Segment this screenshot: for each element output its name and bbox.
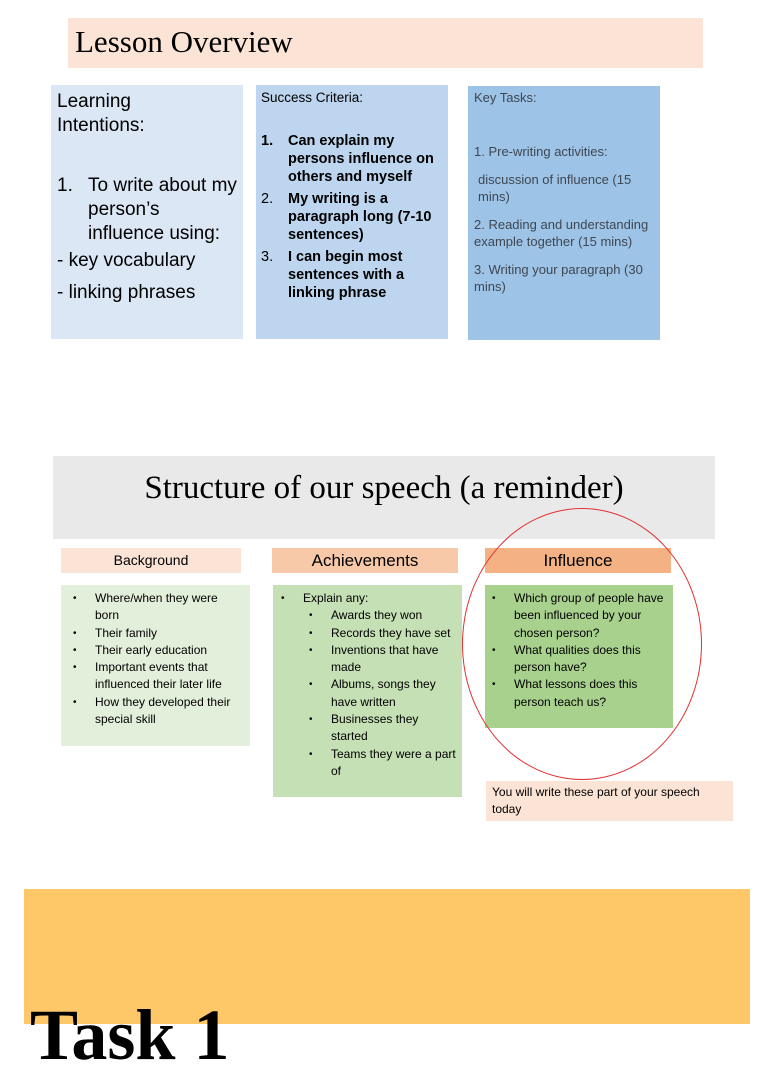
list-item: • Their early education	[95, 642, 244, 659]
structure-title: Structure of our speech (a reminder)	[144, 470, 624, 506]
list-item: • Businesses they started	[331, 711, 456, 746]
learning-item-number: 1.	[57, 175, 73, 196]
success-item: 2. My writing is a paragraph long (7-10 sentences)	[261, 191, 432, 243]
list-item: • Their family	[95, 625, 244, 642]
list-item: • Albums, songs they have written	[331, 676, 456, 711]
achievements-header: Achievements	[272, 548, 458, 573]
success-criteria-box	[256, 85, 448, 339]
task-title: Task 1	[30, 995, 230, 1075]
learning-item-text: To write about my person’s influence using:	[88, 175, 237, 244]
list-item: • How they developed their special skill	[95, 694, 244, 729]
success-criteria-heading: Success Criteria:	[261, 90, 364, 105]
list-item: • Important events that influenced their later life	[95, 659, 244, 694]
learning-intentions-heading: Learning Intentions:	[57, 91, 145, 136]
list-item: • Records they have set	[331, 625, 456, 642]
key-task-2: 2. Reading and understanding example together (15 mins)	[474, 217, 649, 249]
influence-header: Influence	[485, 548, 671, 573]
list-item: • Teams they were a part of	[331, 746, 456, 781]
lesson-overview-banner	[68, 18, 703, 68]
success-item: 1. Can explain my persons influence on others and myself	[261, 133, 434, 185]
learning-sub-vocabulary: - key vocabulary	[57, 250, 196, 271]
background-card	[61, 585, 250, 746]
lesson-overview-title: Lesson Overview	[75, 24, 293, 59]
list-item: • What lessons does this person teach us?	[514, 676, 667, 711]
list-item: • Where/when they were born	[95, 590, 244, 625]
achievements-card	[273, 585, 462, 797]
key-tasks-heading: Key Tasks:	[474, 90, 537, 105]
learning-intentions-box	[51, 85, 243, 339]
list-item: • Awards they won	[331, 607, 456, 624]
list-item: • Inventions that have made	[331, 642, 456, 677]
list-item: • Explain any: • Awards they won • Records they have set • Inventions that have made • Albums, songs they have written • Businesses they started • Teams they were a part of	[303, 590, 456, 780]
success-item: 3. I can begin most sentences with a linking phrase	[261, 249, 405, 301]
key-task-1-detail: discussion of influence (15 mins)	[478, 172, 632, 204]
list-item: • Which group of people have been influenced by your chosen person?	[514, 590, 667, 642]
key-task-3: 3. Writing your paragraph (30 mins)	[474, 262, 643, 294]
task-banner	[24, 889, 750, 1075]
key-task-1: 1. Pre-writing activities:	[474, 143, 608, 159]
background-header: Background	[61, 548, 241, 573]
list-item: • What qualities does this person have?	[514, 642, 667, 677]
key-tasks-box	[468, 86, 660, 340]
speech-note: You will write these part of your speech today	[486, 781, 733, 821]
highlight-ellipse	[462, 508, 702, 780]
learning-sub-linking: - linking phrases	[57, 282, 196, 303]
